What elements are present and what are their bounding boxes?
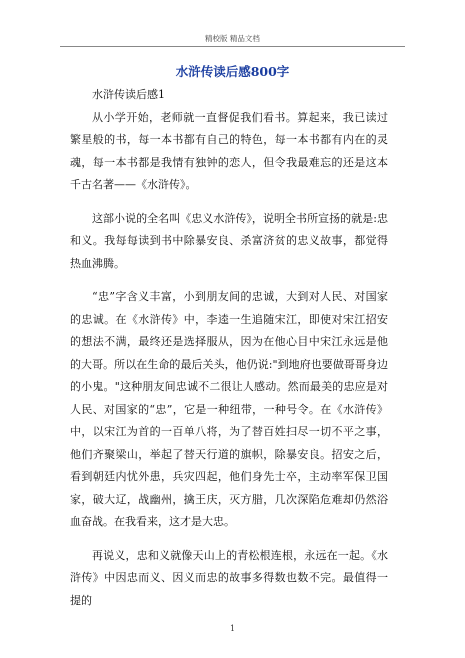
document-title: 水浒传读后感800字 <box>175 64 290 79</box>
section-subtitle: 水浒传读后感1 <box>92 88 165 101</box>
paragraph-2: 这部小说的全名叫《忠义水浒传》，说明全书所宣扬的就是:忠和义。我每每读到书中除暴安良、杀富济贫的忠义故事，都觉得热血沸腾。 <box>70 211 388 270</box>
page-header: 精校版 精品文档 <box>205 34 260 43</box>
document-body <box>70 84 388 612</box>
header-divider <box>60 46 405 47</box>
paragraph-3: “忠”字含义丰富，小到朋友间的忠诚，大到对人民、对国家的忠诚。在《水浒传》中，李逵一生追随宋江，即使对宋江招安的想法不满，最终还是选择服从，因为在他心目中宋江永远是他的大哥。所以在生命的最后关头，他仍说:"到地府也要做哥哥身边的小鬼。"这种朋友间忠诚不二很让人感动。然而最美的忠应是对人民、对国家的“忠”，它是一种纽带，一种号令。在《水浒传》中，以宋江为首的一百单八将，为了替百姓扫尽一切不平之事，他们齐聚梁山，举起了替天行道的旗帜，除暴安良。招安之后，看到朝廷内忧外患，兵灾四起，他们身先士卒，主动率军保卫国家，破大辽，战幽州，擒王庆，灭方腊，几次深陷危难却仍然浴血奋战。在我看来，这才是大忠。 <box>70 290 388 528</box>
paragraph-1: 从小学开始，老师就一直督促我们看书。算起来，我已读过繁星般的书，每一本书都有自己的特色，每一本书都有内在的灵魂，每一本书都是我情有独钟的恋人，但令我最难忘的还是这本千古名著——《水浒传》。 <box>70 110 388 191</box>
paragraph-4: 再说义，忠和义就像天山上的青松根连根，永远在一起。《水浒传》中因忠而义、因义而忠的故事多得数也数不完。最值得一提的 <box>70 548 388 607</box>
page-number: 1 <box>229 624 236 633</box>
